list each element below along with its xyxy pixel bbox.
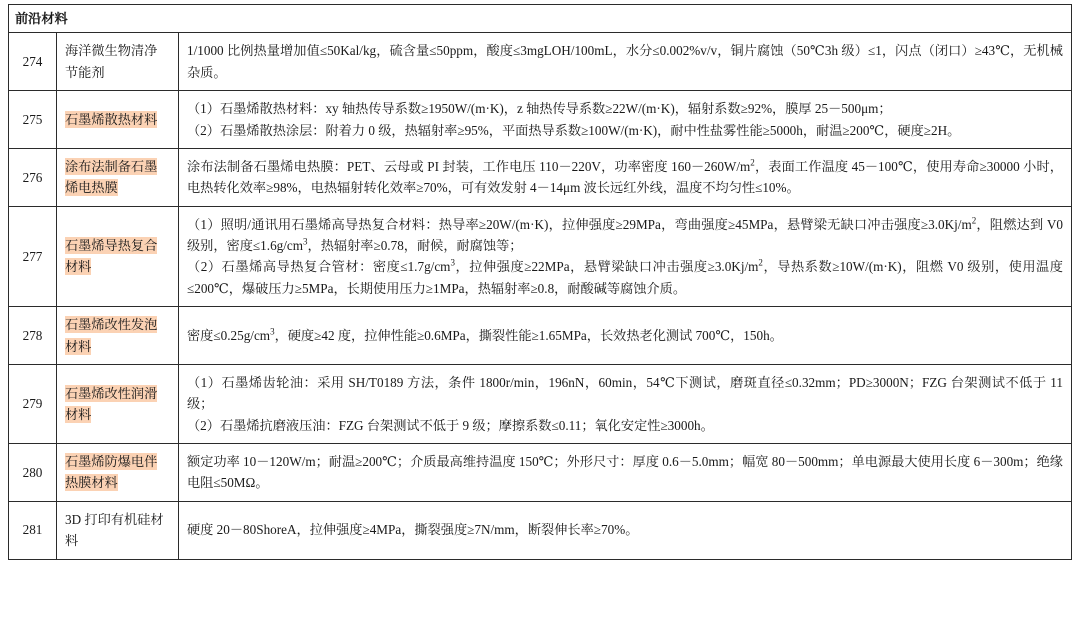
material-description	[179, 206, 1072, 307]
table-row	[9, 33, 1072, 91]
material-description	[179, 364, 1072, 443]
row-number: 275	[9, 91, 57, 149]
description-line: （2）石墨烯散热涂层：附着力 0 级，热辐射率≥95%，平面热导系数≥100W/(m·K)，耐中性盐雾性能≥5000h，耐温≥200℃，硬度≥2H。	[187, 122, 961, 138]
description-line: （2）石墨烯高导热复合管材：密度$\le 1.7g/cm^3$，拉伸强度≥22MPa，悬臂梁缺口冲击强度$\ge 3.0Kj/m^2$，导热系数≥10W/(m·K)，阻燃 V0 级别，使用温度≤200℃，爆破压力≥5MPa，长期使用压力≥1MPa，热辐射率≥0.8，耐酸碱等腐蚀介质。	[187, 257, 1063, 296]
material-description	[179, 444, 1072, 502]
material-name	[57, 148, 179, 206]
table-row	[9, 91, 1072, 149]
description-line: （1）石墨烯散热材料：xy 轴热传导系数≥1950W/(m·K)，z 轴热传导系数≥22W/(m·K)，辐射系数≥92%，膜厚 25－500μm；	[187, 101, 892, 117]
material-name-text: 石墨烯改性发泡材料	[65, 317, 158, 354]
description-line: 额定功率 10－120W/m；耐温≥200℃；介质最高维持温度 150℃；外形尺寸：厚度 0.6－5.0mm；幅宽 80－500mm；单电源最大使用长度 6－300m；绝缘电阻≤50MΩ。	[187, 454, 1063, 491]
row-number: 278	[9, 307, 57, 365]
section-title: 前沿材料	[9, 5, 1072, 33]
row-number: 281	[9, 501, 57, 559]
material-description	[179, 91, 1072, 149]
material-name	[57, 501, 179, 559]
table-row	[9, 148, 1072, 206]
material-name-text: 3D 打印有机硅材料	[65, 511, 164, 549]
row-number: 277	[9, 206, 57, 307]
material-description	[179, 33, 1072, 91]
material-description	[179, 501, 1072, 559]
table-row	[9, 364, 1072, 443]
material-name	[57, 444, 179, 502]
row-number: 280	[9, 444, 57, 502]
description-line: 硬度 20－80ShoreA，拉伸强度≥4MPa，撕裂强度≥7N/mm，断裂伸长率≥70%。	[187, 522, 639, 538]
description-line: 1/1000 比例热量增加值≤50Kal/kg，硫含量≤50ppm，酸度≤3mgLOH/100mL，水分≤0.002%v/v，铜片腐蚀（50℃3h 级）≤1，闪点（闭口）≥43℃，无机械杂质。	[187, 43, 1063, 80]
material-description	[179, 148, 1072, 206]
table-body	[9, 5, 1072, 33]
section-header-row	[9, 5, 1072, 33]
material-name-text: 涂布法制备石墨烯电热膜	[65, 158, 158, 196]
material-name-text: 石墨烯导热复合材料	[65, 238, 158, 275]
table-rows	[9, 33, 1072, 559]
row-number: 279	[9, 364, 57, 443]
material-name-text: 石墨烯防爆电伴热膜材料	[65, 454, 158, 491]
description-line: （2）石墨烯抗磨液压油：FZG 台架测试不低于 9 级；摩擦系数≤0.11；氧化安定性≥3000h。	[187, 417, 714, 433]
material-name	[57, 307, 179, 365]
description-line: （1）照明/通讯用石墨烯高导热复合材料：热导率≥20W/(m·K)，拉伸强度≥29MPa，弯曲强度≥45MPa，悬臂梁无缺口冲击强度$\ge 3.0Kj/m^2$，阻燃达到 V0 级别，密度$\le 1.6g/cm^3$，热辐射率≥0.78，耐候，耐腐蚀等；	[187, 215, 1063, 253]
table-row	[9, 206, 1072, 307]
description-line: 涂布法制备石墨烯电热膜：PET、云母或 PI 封装，工作电压 110－220V，功率密度 $160-260W/m^2$，表面工作温度 45－100℃，使用寿命≥30000 小时，电热转化效率≥98%，电热辐射转化效率≥70%，可有效发射 4－14μm 波长远红外线，温度不均匀性≤10%。	[187, 157, 1063, 196]
materials-table	[8, 4, 1072, 560]
table-row	[9, 501, 1072, 559]
description-line: （1）石墨烯齿轮油：采用 SH/T0189 方法，条件 1800r/min，196nN，60min，54℃下测试，磨斑直径≤0.32mm；PD≥3000N；FZG 台架测试不低于 11 级；	[187, 374, 1063, 412]
material-name	[57, 364, 179, 443]
material-name	[57, 91, 179, 149]
material-name-text: 海洋微生物清净节能剂	[65, 43, 158, 80]
material-name-text: 石墨烯散热材料	[65, 111, 158, 127]
material-name	[57, 206, 179, 307]
material-name	[57, 33, 179, 91]
description-line: 密度$\le 0.25g/cm^3$，硬度≥42 度，拉伸性能≥0.6MPa，撕裂性能≥1.65MPa，长效热老化测试 700℃，150h。	[187, 326, 783, 343]
table-row	[9, 444, 1072, 502]
row-number: 276	[9, 148, 57, 206]
material-name-text: 石墨烯改性润滑材料	[65, 385, 158, 422]
table-row	[9, 307, 1072, 365]
row-number: 274	[9, 33, 57, 91]
material-description	[179, 307, 1072, 365]
